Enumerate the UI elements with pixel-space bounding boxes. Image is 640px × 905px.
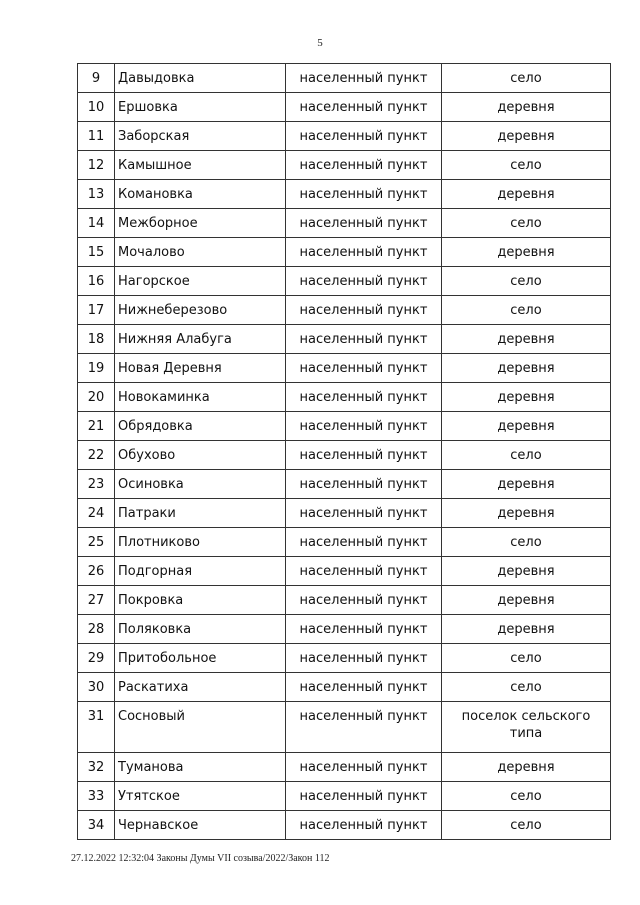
settlement-kind: населенный пункт xyxy=(286,615,442,644)
table-row xyxy=(78,528,611,557)
settlement-name: Заборская xyxy=(115,122,286,151)
settlement-kind: населенный пункт xyxy=(286,354,442,383)
row-number: 12 xyxy=(78,151,115,180)
settlement-type: село xyxy=(442,64,611,93)
row-number: 26 xyxy=(78,557,115,586)
settlement-name: Ершовка xyxy=(115,93,286,122)
table-row xyxy=(78,354,611,383)
settlement-type: село xyxy=(442,151,611,180)
settlement-name: Новокаминка xyxy=(115,383,286,412)
settlement-kind: населенный пункт xyxy=(286,557,442,586)
settlement-type: деревня xyxy=(442,615,611,644)
settlement-kind: населенный пункт xyxy=(286,811,442,840)
settlement-kind: населенный пункт xyxy=(286,238,442,267)
settlement-name: Плотниково xyxy=(115,528,286,557)
table-row xyxy=(78,782,611,811)
row-number: 34 xyxy=(78,811,115,840)
settlement-kind: населенный пункт xyxy=(286,470,442,499)
settlement-type: деревня xyxy=(442,557,611,586)
table-row xyxy=(78,122,611,151)
page-number: 5 xyxy=(317,37,323,49)
row-number: 25 xyxy=(78,528,115,557)
table-row xyxy=(78,499,611,528)
settlement-type: деревня xyxy=(442,238,611,267)
table-row xyxy=(78,470,611,499)
settlement-type: село xyxy=(442,782,611,811)
settlement-type: село xyxy=(442,267,611,296)
settlement-name: Межборное xyxy=(115,209,286,238)
row-number: 15 xyxy=(78,238,115,267)
row-number: 10 xyxy=(78,93,115,122)
table-row xyxy=(78,557,611,586)
settlement-kind: населенный пункт xyxy=(286,209,442,238)
settlement-kind: населенный пункт xyxy=(286,151,442,180)
row-number: 19 xyxy=(78,354,115,383)
table-row xyxy=(78,673,611,702)
document-footer: 27.12.2022 12:32:04 Законы Думы VII созыва/2022/Закон 112 xyxy=(71,853,330,864)
settlement-name: Новая Деревня xyxy=(115,354,286,383)
table-row xyxy=(78,180,611,209)
settlement-type: село xyxy=(442,441,611,470)
row-number: 11 xyxy=(78,122,115,151)
row-number: 29 xyxy=(78,644,115,673)
settlement-type: село xyxy=(442,673,611,702)
settlement-kind: населенный пункт xyxy=(286,296,442,325)
settlement-type: деревня xyxy=(442,499,611,528)
row-number: 30 xyxy=(78,673,115,702)
row-number: 31 xyxy=(78,702,115,753)
table-row xyxy=(78,64,611,93)
table-row xyxy=(78,383,611,412)
settlement-name: Раскатиха xyxy=(115,673,286,702)
settlement-type: деревня xyxy=(442,354,611,383)
settlement-kind: населенный пункт xyxy=(286,383,442,412)
table-row xyxy=(78,586,611,615)
settlement-name: Патраки xyxy=(115,499,286,528)
settlement-type: деревня xyxy=(442,180,611,209)
table-row xyxy=(78,753,611,782)
table-row xyxy=(78,615,611,644)
settlement-kind: населенный пункт xyxy=(286,499,442,528)
row-number: 24 xyxy=(78,499,115,528)
table-row xyxy=(78,325,611,354)
settlement-name: Осиновка xyxy=(115,470,286,499)
settlement-name: Мочалово xyxy=(115,238,286,267)
table-row xyxy=(78,644,611,673)
settlement-name: Обрядовка xyxy=(115,412,286,441)
settlement-kind: населенный пункт xyxy=(286,441,442,470)
settlement-name: Камышное xyxy=(115,151,286,180)
table-row xyxy=(78,441,611,470)
settlement-type: деревня xyxy=(442,122,611,151)
row-number: 21 xyxy=(78,412,115,441)
table-row xyxy=(78,267,611,296)
settlement-name: Давыдовка xyxy=(115,64,286,93)
row-number: 16 xyxy=(78,267,115,296)
settlement-kind: населенный пункт xyxy=(286,122,442,151)
settlement-name: Комановка xyxy=(115,180,286,209)
settlement-type: село xyxy=(442,644,611,673)
settlement-type: поселок сельского типа xyxy=(442,702,611,753)
row-number: 23 xyxy=(78,470,115,499)
settlement-name: Нагорское xyxy=(115,267,286,296)
table-row xyxy=(78,93,611,122)
settlements-table-body xyxy=(78,64,611,840)
settlement-name: Нижнеберезово xyxy=(115,296,286,325)
settlement-name: Притобольное xyxy=(115,644,286,673)
table-row xyxy=(78,702,611,753)
settlement-kind: населенный пункт xyxy=(286,782,442,811)
settlement-kind: населенный пункт xyxy=(286,93,442,122)
settlement-name: Обухово xyxy=(115,441,286,470)
table-row xyxy=(78,296,611,325)
row-number: 28 xyxy=(78,615,115,644)
settlement-name: Нижняя Алабуга xyxy=(115,325,286,354)
row-number: 18 xyxy=(78,325,115,354)
table-row xyxy=(78,151,611,180)
settlement-type: деревня xyxy=(442,753,611,782)
settlement-kind: населенный пункт xyxy=(286,64,442,93)
settlement-kind: населенный пункт xyxy=(286,267,442,296)
table-row xyxy=(78,238,611,267)
settlement-type: деревня xyxy=(442,383,611,412)
settlement-type: село xyxy=(442,296,611,325)
row-number: 9 xyxy=(78,64,115,93)
table-row xyxy=(78,412,611,441)
settlements-table xyxy=(77,63,611,840)
settlement-name: Сосновый xyxy=(115,702,286,753)
row-number: 33 xyxy=(78,782,115,811)
settlement-name: Чернавское xyxy=(115,811,286,840)
settlement-type: село xyxy=(442,528,611,557)
settlement-kind: населенный пункт xyxy=(286,325,442,354)
row-number: 13 xyxy=(78,180,115,209)
settlement-type: село xyxy=(442,209,611,238)
settlement-type: деревня xyxy=(442,470,611,499)
settlement-type: деревня xyxy=(442,412,611,441)
row-number: 14 xyxy=(78,209,115,238)
table-row xyxy=(78,811,611,840)
settlement-name: Поляковка xyxy=(115,615,286,644)
settlement-type: деревня xyxy=(442,325,611,354)
settlement-type: село xyxy=(442,811,611,840)
settlement-name: Подгорная xyxy=(115,557,286,586)
settlement-kind: населенный пункт xyxy=(286,644,442,673)
settlement-kind: населенный пункт xyxy=(286,528,442,557)
row-number: 32 xyxy=(78,753,115,782)
settlement-type: деревня xyxy=(442,93,611,122)
table-row xyxy=(78,209,611,238)
settlement-type: деревня xyxy=(442,586,611,615)
settlement-kind: населенный пункт xyxy=(286,180,442,209)
settlement-name: Утятское xyxy=(115,782,286,811)
settlement-kind: населенный пункт xyxy=(286,586,442,615)
settlement-kind: населенный пункт xyxy=(286,412,442,441)
settlement-name: Туманова xyxy=(115,753,286,782)
row-number: 22 xyxy=(78,441,115,470)
row-number: 20 xyxy=(78,383,115,412)
row-number: 27 xyxy=(78,586,115,615)
settlement-kind: населенный пункт xyxy=(286,673,442,702)
settlement-kind: населенный пункт xyxy=(286,753,442,782)
settlement-name: Покровка xyxy=(115,586,286,615)
settlement-kind: населенный пункт xyxy=(286,702,442,753)
row-number: 17 xyxy=(78,296,115,325)
